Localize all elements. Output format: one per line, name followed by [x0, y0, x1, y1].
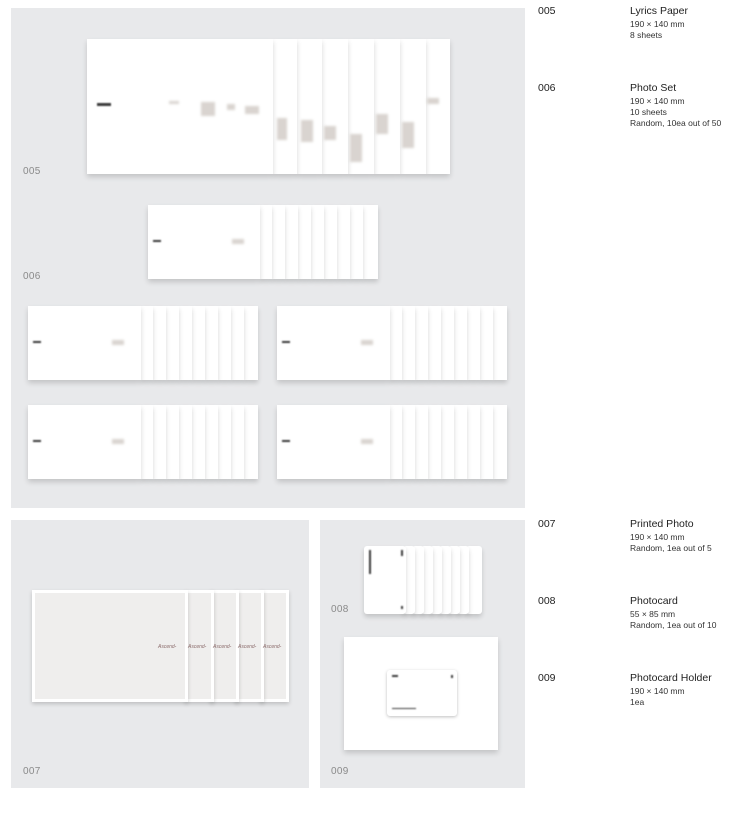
- photo-sheet: [390, 405, 402, 479]
- spec-line: 190 × 140 mm: [630, 532, 685, 542]
- spec-line: Random, 1ea out of 10: [630, 620, 717, 630]
- lyrics-print: [97, 103, 111, 106]
- photo-sheet: [350, 205, 363, 279]
- spec-line: 55 × 85 mm: [630, 609, 676, 619]
- spec-line: 190 × 140 mm: [630, 96, 685, 106]
- holder-print: [392, 675, 398, 677]
- photo-sheet: [467, 306, 480, 380]
- lyrics-sheet: [426, 39, 450, 174]
- spec-title: Photocard: [630, 595, 678, 607]
- photo-sheet: [324, 205, 337, 279]
- photo-sheet: [493, 306, 507, 380]
- photo-sheet: [166, 405, 179, 479]
- photo-print: [361, 340, 373, 345]
- photocard-print: [401, 550, 403, 556]
- printed-photo-logo: Ascend-: [263, 644, 282, 650]
- spec-code: 008: [538, 595, 556, 607]
- photo-print: [361, 439, 373, 444]
- lyrics-print: [350, 134, 362, 162]
- spec-line: Random, 10ea out of 50: [630, 118, 722, 128]
- spec-line: 1ea: [630, 697, 645, 707]
- photo-print: [112, 439, 124, 444]
- photo-sheet: [166, 306, 179, 380]
- photo-sheet: [231, 306, 244, 380]
- spec-line: 8 sheets: [630, 30, 663, 40]
- photo-sheet: [141, 306, 153, 380]
- spec-title: Printed Photo: [630, 518, 694, 530]
- printed-photo-logo: Ascend-: [238, 644, 257, 650]
- panel-label-007: 007: [23, 766, 41, 777]
- photo-sheet: [480, 405, 493, 479]
- photo-sheet-cover: [277, 306, 390, 380]
- holder-print: [392, 708, 416, 709]
- printed-photo-logo: Ascend-: [188, 644, 207, 650]
- spec-line: Random, 1ea out of 5: [630, 543, 712, 553]
- panel-label-006: 006: [23, 271, 41, 282]
- photo-sheet: [192, 405, 205, 479]
- photo-sheet: [272, 205, 285, 279]
- lyrics-print: [324, 126, 336, 140]
- photo-sheet-cover: [28, 306, 141, 380]
- photo-sheet: [363, 205, 378, 279]
- photo-print: [232, 239, 244, 244]
- photo-sheet: [179, 405, 192, 479]
- photo-sheet: [428, 405, 441, 479]
- lyrics-print: [402, 122, 414, 148]
- spec-title: Photocard Holder: [630, 672, 712, 684]
- spec-title: Lyrics Paper: [630, 5, 688, 17]
- lyrics-sheet: [273, 39, 297, 174]
- photo-sheet-cover: [277, 405, 390, 479]
- printed-photo-logo: Ascend-: [213, 644, 232, 650]
- lyrics-print: [277, 118, 287, 140]
- photo-sheet: [311, 205, 324, 279]
- lyrics-print: [201, 102, 215, 116]
- photo-sheet: [153, 405, 166, 479]
- lyrics-print: [227, 104, 235, 110]
- photo-sheet: [428, 306, 441, 380]
- photo-sheet: [390, 306, 402, 380]
- lyrics-photoset-panel: [11, 8, 525, 508]
- photo-sheet: [441, 306, 454, 380]
- photo-print: [33, 341, 41, 343]
- holder-print: [451, 675, 453, 678]
- photo-sheet: [244, 306, 258, 380]
- photo-sheet: [179, 306, 192, 380]
- lyrics-sheet: [400, 39, 426, 174]
- photo-sheet: [415, 405, 428, 479]
- panel-label-005: 005: [23, 166, 41, 177]
- photo-sheet: [415, 306, 428, 380]
- spec-code: 007: [538, 518, 556, 530]
- photo-sheet: [402, 306, 415, 380]
- photocard-print: [401, 606, 403, 609]
- photo-sheet: [441, 405, 454, 479]
- photo-sheet: [205, 405, 218, 479]
- printed-photo-logo: Ascend-: [158, 644, 177, 650]
- photo-sheet: [205, 306, 218, 380]
- lyrics-print: [427, 98, 439, 104]
- photo-sheet: [467, 405, 480, 479]
- spec-line: 10 sheets: [630, 107, 667, 117]
- printed-photo-panel: [11, 520, 309, 788]
- photo-print: [282, 341, 290, 343]
- spec-code: 006: [538, 82, 556, 94]
- spec-title: Photo Set: [630, 82, 677, 94]
- photo-sheet: [402, 405, 415, 479]
- spec-code: 009: [538, 672, 556, 684]
- photo-sheet: [454, 306, 467, 380]
- photo-sheet: [454, 405, 467, 479]
- lyrics-sheet: [374, 39, 400, 174]
- photo-sheet: [337, 205, 350, 279]
- panel-label-009: 009: [331, 766, 349, 777]
- photo-sheet: [244, 405, 258, 479]
- photo-print: [153, 240, 161, 242]
- photo-sheet: [192, 306, 205, 380]
- photo-sheet: [231, 405, 244, 479]
- photo-sheet: [480, 306, 493, 380]
- photo-sheet: [141, 405, 153, 479]
- photo-sheet: [260, 205, 272, 279]
- spec-line: 190 × 140 mm: [630, 19, 685, 29]
- photo-sheet: [285, 205, 298, 279]
- lyrics-print: [301, 120, 313, 142]
- photo-print: [112, 340, 124, 345]
- spec-code: 005: [538, 5, 556, 17]
- photo-sheet: [298, 205, 311, 279]
- lyrics-print: [245, 106, 259, 114]
- photo-print: [282, 440, 290, 442]
- photo-sheet-cover: [28, 405, 141, 479]
- spec-line: 190 × 140 mm: [630, 686, 685, 696]
- photocard-panel: [320, 520, 525, 788]
- photo-sheet: [218, 306, 231, 380]
- lyrics-sheet: [322, 39, 348, 174]
- panel-label-008: 008: [331, 604, 349, 615]
- photocard-print: [369, 550, 371, 574]
- photo-sheet: [153, 306, 166, 380]
- lyrics-sheet: [297, 39, 322, 174]
- lyrics-print: [376, 114, 388, 134]
- lyrics-print: [169, 101, 179, 104]
- photo-sheet: [218, 405, 231, 479]
- photo-print: [33, 440, 41, 442]
- photo-sheet: [493, 405, 507, 479]
